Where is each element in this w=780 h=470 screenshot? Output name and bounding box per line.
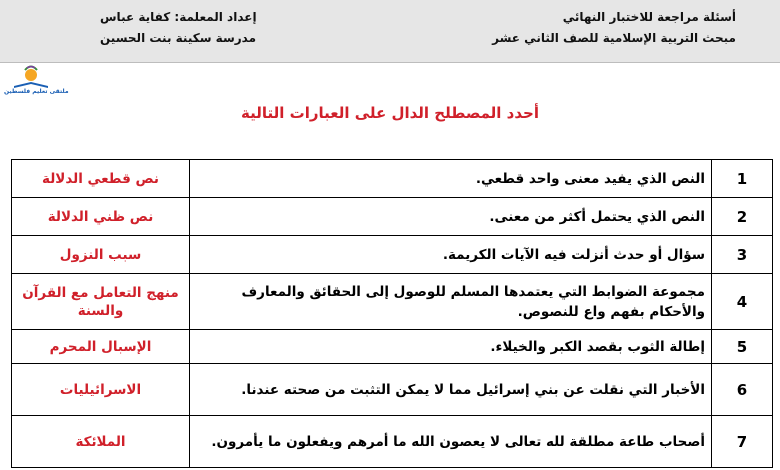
row-statement: النص الذي يفيد معنى واحد قطعي. — [190, 160, 712, 198]
table-row — [12, 364, 773, 416]
subject-line: مبحث التربية الإسلامية للصف الثاني عشر — [492, 31, 736, 45]
row-term: منهج التعامل مع القرآن والسنة — [12, 274, 190, 330]
row-statement: مجموعة الضوابط التي يعتمدها المسلم للوصول إلى الحقائق والمعارف والأحكام بفهم واع للنصوص. — [190, 274, 712, 330]
row-number: 6 — [712, 364, 773, 416]
logo-caption: ملتقى تعليم فلسطين — [4, 88, 69, 95]
row-number: 3 — [712, 236, 773, 274]
row-statement: سؤال أو حدث أنزلت فيه الآيات الكريمة. — [190, 236, 712, 274]
terms-table — [11, 159, 773, 468]
row-number: 5 — [712, 330, 773, 364]
row-number: 7 — [712, 416, 773, 468]
row-statement: أصحاب طاعة مطلقة لله تعالى لا يعصون الله ما أمرهم ويفعلون ما يأمرون. — [190, 416, 712, 468]
teacher-name: إعداد المعلمة: كفاية عباس — [100, 10, 257, 24]
row-statement: الأخبار التي نقلت عن بني إسرائيل مما لا يمكن التثبت من صحته عندنا. — [190, 364, 712, 416]
school-name: مدرسة سكينة بنت الحسين — [100, 31, 257, 45]
exam-title: أسئلة مراجعة للاختبار النهائي — [562, 10, 736, 24]
row-number: 1 — [712, 160, 773, 198]
book-logo-icon — [10, 64, 52, 104]
page-header — [0, 0, 780, 63]
row-term: الإسبال المحرم — [12, 330, 190, 364]
row-term: سبب النزول — [12, 236, 190, 274]
row-term: الاسرائيليات — [12, 364, 190, 416]
table-row — [12, 160, 773, 198]
row-term: الملائكة — [12, 416, 190, 468]
table-row — [12, 330, 773, 364]
table-row — [12, 236, 773, 274]
row-number: 4 — [712, 274, 773, 330]
row-statement: النص الذي يحتمل أكثر من معنى. — [190, 198, 712, 236]
table-row — [12, 198, 773, 236]
row-number: 2 — [712, 198, 773, 236]
section-title: أحدد المصطلح الدال على العبارات التالية — [241, 104, 539, 122]
row-term: نص ظني الدلالة — [12, 198, 190, 236]
row-term: نص قطعي الدلالة — [12, 160, 190, 198]
table-row — [12, 416, 773, 468]
row-statement: إطالة الثوب بقصد الكبر والخيلاء. — [190, 330, 712, 364]
table-row — [12, 274, 773, 330]
